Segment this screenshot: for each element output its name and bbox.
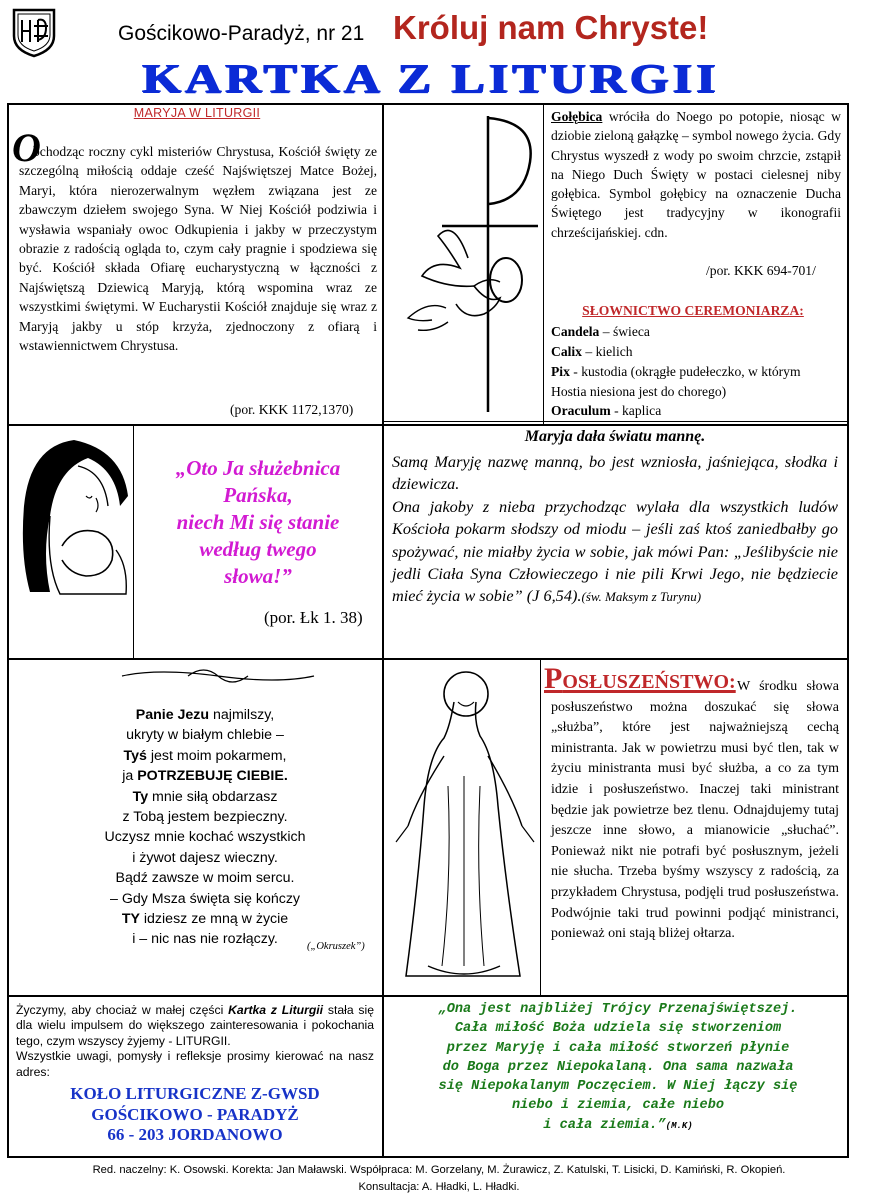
glossary-title: SŁOWNICTWO CEREMONIARZA:	[582, 303, 804, 318]
luke-reference: (por. Łk 1. 38)	[264, 608, 363, 627]
consultation-credits: Konsultacja: A. Hładki, L. Hładki.	[358, 1181, 520, 1193]
glossary-item: Calix – kielich	[551, 344, 633, 359]
mary-liturgy-text: bchodząc roczny cykl misteriów Chrystusa, Kościół święty ze szczególną miłością oddaje cześć Najświętszej Matce Bożej, Maryi, która nierozerwalnym węzłem związana jest ze zbawczym dziełem swojego Syna. W Niej Kościół podziwia i wysławia wspaniały owoc Odkupienia i jakby w przeczystym obrazie z radością ogląda to, czym cały pragnie i spodziewa się być. Kościół składa Ofiarę eucharystyczną w łączności z Najświętszą Dziewicą Maryją, którą wspomina wraz ze wszystkimi świętymi. W Eucharystii Kościół znajduje się wraz z Maryją jakby u stóp krzyża, zjednoczony z ofiarą i wstawiennictwem Chrystusa.	[19, 144, 377, 354]
glossary-item: Oraculum - kaplica	[551, 403, 662, 418]
ccc-reference: (por. KKK 1172,1370)	[230, 402, 354, 417]
banner-title: KARTKA Z LITURGII	[142, 55, 720, 101]
wish-text: Życzymy, aby chociaż w małej części Kartka z Liturgii stała się dla wielu impulsem do większego zainteresowania i pokochania tego, czym wszyscy żyjemy - LITURGII. Wszystkie uwagi, pomysły i refleksje prosimy kierować na nasz adres:	[16, 1003, 374, 1079]
editorial-credits: Red. naczelny: K. Osowski. Korekta: Jan Maławski. Współpraca: M. Gorzelany, M. Żurawicz, Z. Katulski, T. Lisicki, D. Kamiński, R. Okopień.	[92, 1164, 786, 1176]
chi-rho-dove-illustration	[388, 108, 540, 420]
kolbe-quote: „Ona jest najbliżej Trójcy Przenajświętszej. Cała miłość Boża udziela się stworzeniom przez Maryję i cała miłość stworzeń płynie do Boga przez Niepokalaną. Ona sama nazwała się Niepokalanym Poczęciem. W Niej łączy się niebo i ziemia, całe niebo i cała ziemia.”(M.K)	[438, 1002, 798, 1133]
drop-cap: O	[12, 125, 41, 170]
poem: Panie Jezu najmilszy, ukryty w białym chlebie – Tyś jest moim pokarmem, ja POTRZEBUJĘ CIEBIE. Ty mnie siłą obdarzasz z Tobą jestem bezpieczny. Uczysz mnie kochać wszystkich i żywot dajesz wieczny. Bądź zawsze w moim sercu. – Gdy Msza święta się kończy TY idziesz ze mną w życie i – nic nas nie rozłączy.	[104, 707, 306, 948]
section-title-mary-liturgy: MARYJA W LITURGII	[133, 106, 261, 120]
glossary-item: Candela – świeca	[551, 324, 650, 339]
manna-text: Samą Maryję nazwę manną, bo jest wzniosła, jaśniejąca, słodka i dziewicza. Ona jakoby z nieba przychodząc wylała dla wszystkich ludów Kościoła pokarm słodszy od miodu – jeśli zaś ktoś zaniedbałby go spożywać, nie miałby życia w sobie, jak mówi Pan: „Jeślibyście nie jedli Ciała Syna Człowieczego i nie pili Krwi Jego, nie będziecie mieć życia w sobie” (J 6,54).(św. Maksym z Turynu)	[392, 452, 838, 606]
ornament-divider	[118, 664, 318, 688]
mother-child-illustration	[16, 436, 130, 596]
issue-subtitle: Gościkowo-Paradyż, nr 21	[118, 22, 365, 45]
dove-reference: /por. KKK 694-701/	[706, 263, 816, 278]
mary-illustration	[388, 666, 538, 990]
motto-title: Króluj nam Chryste!	[393, 9, 709, 46]
annunciation-quote: „Oto Ja służebnica Pańska, niech Mi się stanie według twego słowa!”	[175, 456, 341, 588]
parish-logo-icon	[8, 6, 60, 58]
dove-text: Gołębica wróciła do Noego po potopie, niosąc w dziobie zieloną gałązkę – symbol nowego życia. Gdy Chrystus wyszedł z wody po swoim chrzcie, zstąpił na Niego Duch Święty w postaci cielesnej niby gołębica. Symbol gołębicy na oznaczenie Ducha Świętego jest tradycyjny w ikonografii chrześcijańskiej. cdn.	[551, 109, 841, 240]
obedience-text: W środku słowa posłuszeństwo można doszukać się słowa „służba”, które jest najważniejszą cechą ministranta. Jak w powietrzu musi być tlen, tak w życiu ministranta musi być służba, a co za tym idzie i posłuszeństwo. Inaczej taki ministrant będzie jak powietrze bez tlenu. Odnajdujemy tutaj jeszcze inne słowo, a mianowicie „słuchać”. Ponieważ nikt nie potrafi być posłusznym, jeżeli nie słucha. Trzeba byśmy wszyscy z radością, za przykładem Chrystusa, podjęli trud posłuszeństwa. Podwójnie taki trud powinni podjąć ministranci, ponieważ oni stają bliżej ołtarza.	[551, 679, 839, 942]
obedience-title: POSŁUSZEŃSTWO:	[544, 662, 736, 695]
manna-title: Maryja dała światu mannę.	[524, 428, 706, 445]
poem-source: („Okruszek”)	[307, 941, 365, 952]
contact-address: KOŁO LITURGICZNE Z-GWSD GOŚCIKOWO - PARADYŻ 66 - 203 JORDANOWO	[70, 1084, 320, 1144]
glossary-item: Pix - kustodia (okrągłe pudełeczko, w którym Hostia niesiona jest do chorego)	[551, 364, 801, 399]
